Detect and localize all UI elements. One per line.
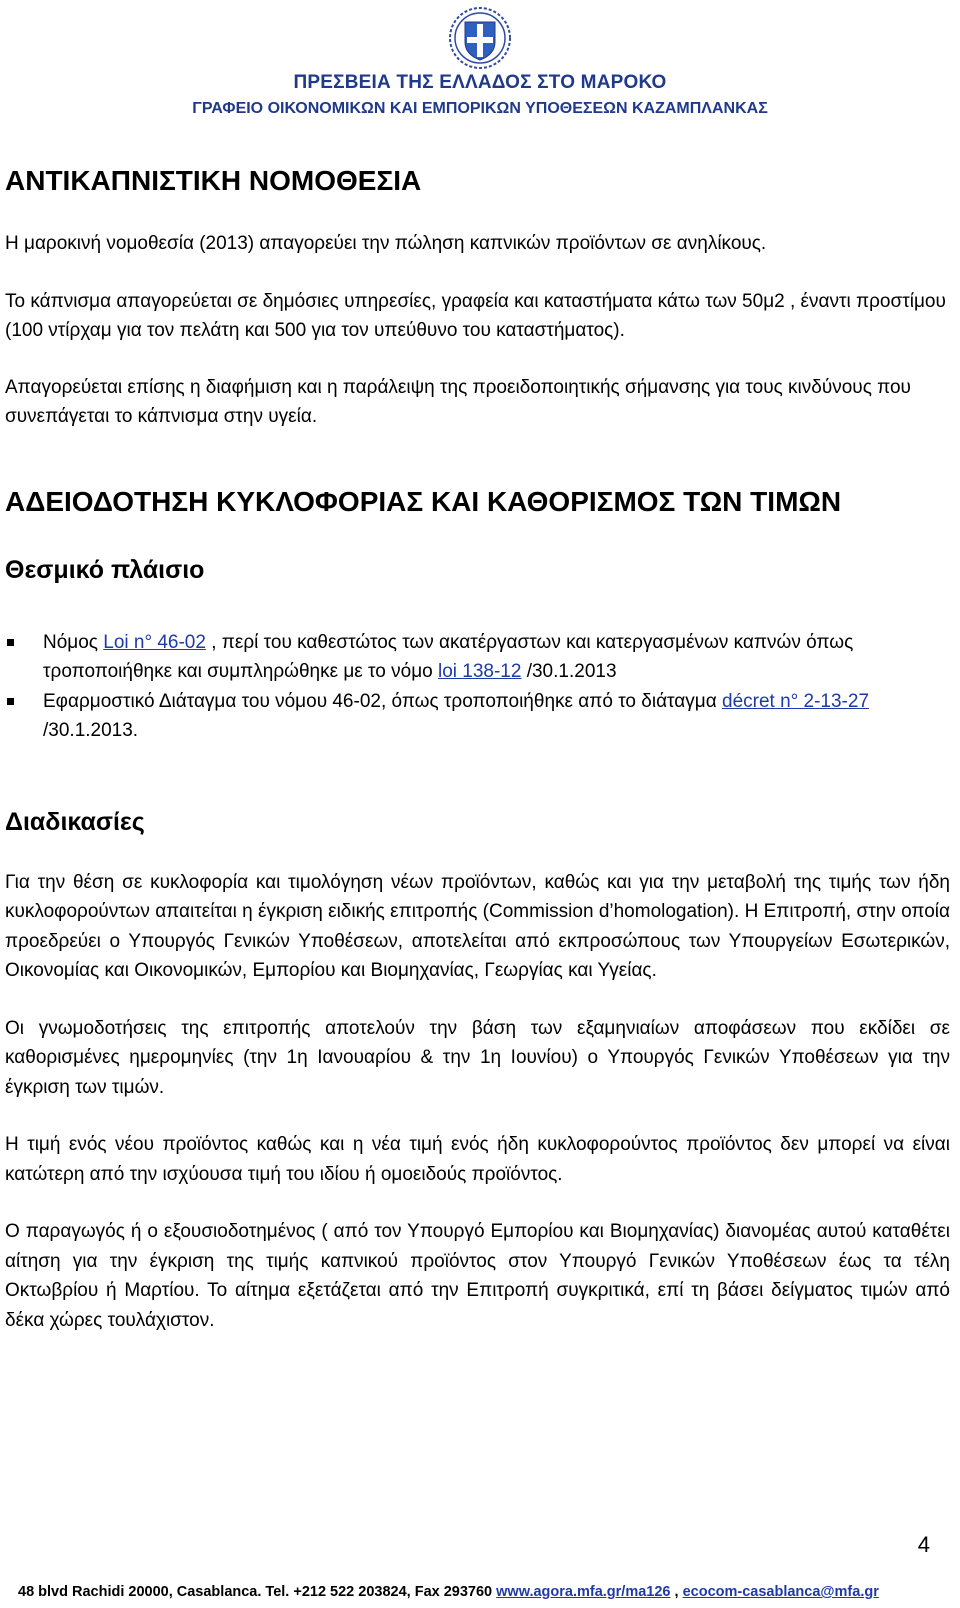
office-title: ΓΡΑΦΕΙΟ ΟΙΚΟΝΟΜΙΚΩΝ ΚΑΙ ΕΜΠΟΡΙΚΩΝ ΥΠΟΘΕΣΕΩΝ ΚΑΖΑΜΠΛΑΝΚΑΣ — [192, 100, 768, 117]
letterhead — [0, 6, 960, 70]
loi-46-02-link[interactable]: Loi n° 46-02 — [103, 631, 206, 653]
embassy-title: ΠΡΕΣΒΕΙΑ ΤΗΣ ΕΛΛΑΔΟΣ ΣΤΟ ΜΑΡΟΚΟ — [293, 72, 667, 93]
paragraph: Το κάπνισμα απαγορεύεται σε δημόσιες υπηρεσίες, γραφεία και καταστήματα κάτω των 50μ2 , έναντι προστίμου (100 ντίρχαμ για τον πελάτη και 500 για τον υπεύθυνο του καταστήματος). — [5, 290, 946, 341]
paragraph: Απαγορεύεται επίσης η διαφήμιση και η παράλειψη της προειδοποιητικής σήμανσης για τους κινδύνους που συνεπάγεται το κάπνισμα στην υγεία. — [5, 376, 911, 427]
loi-138-12-link[interactable]: loi 138-12 — [437, 661, 522, 682]
bullet-square-icon — [7, 698, 14, 705]
decret-2-13-27-link[interactable]: décret n° 2-13-27 — [722, 690, 870, 712]
section-title-anti-smoking: ΑΝΤΙΚΑΠΝΙΣΤΙΚΗ ΝΟΜΟΘΕΣΙΑ — [5, 165, 422, 196]
document-body — [5, 164, 950, 1335]
subsection-title-procedures: Διαδικασίες — [5, 807, 145, 836]
paragraph: Η τιμή ενός νέου προϊόντος καθώς και η νέα τιμή ενός ήδη κυκλοφορούντος προϊόντος δεν μπορεί να είναι κατώτερη από την ισχύουσα τιμή του ιδίου ή ομοειδούς προϊόντος. — [5, 1134, 950, 1185]
page-number: 4 — [917, 1532, 930, 1557]
email-link[interactable]: ecocom-casablanca@mfa.gr — [682, 1584, 879, 1600]
paragraph: Για την θέση σε κυκλοφορία και τιμολόγηση νέων προϊόντων, καθώς και για την μεταβολή της τιμής των ήδη κυκλοφορούντων απαιτείται η έγκριση ειδικής επιτροπής (Commission d’homologation). Η Επιτροπή, στην οποία προεδρεύει ο Υπουργός Γενικών Υποθέσεων, αποτελείται από εκπροσώπους των Υπουργείων Εσωτερικών, Οικονομίας και Οικονομικών, Εμπορίου και Βιομηχανίας, Γεωργίας και Υγείας. — [5, 871, 950, 981]
greek-coat-of-arms-icon — [448, 6, 512, 70]
law-list — [5, 628, 950, 746]
list-item: Εφαρμοστικό Διάταγμα του νόμου 46-02, όπως τροποποιήθηκε από το διάταγμα décret n° 2-13-27 /30.1.2013. — [5, 687, 950, 746]
section-title-licensing: ΑΔΕΙΟΔΟΤΗΣΗ ΚΥΚΛΟΦΟΡΙΑΣ ΚΑΙ ΚΑΘΟΡΙΣΜΟΣ ΤΩΝ ΤΙΜΩΝ — [5, 485, 842, 517]
subsection-title-framework: Θεσμικό πλάισιο — [5, 555, 205, 584]
footer: 48 blvd Rachidi 20000, Casablanca. Tel. +212 522 203824, Fax 293760 www.agora.mfa.gr/ma126 , ecocom-casablanca@mfa.gr — [18, 1584, 879, 1600]
paragraph: Οι γνωμοδοτήσεις της επιτροπής αποτελούν την βάση των εξαμηνιαίων αποφάσεων που εκδίδει σε καθορισμένες ημερομηνίες (την 1η Ιανουαρίου & την 1η Ιουνίου) ο Υπουργός Γενικών Υποθέσεων για την έγκριση των τιμών. — [5, 1017, 950, 1098]
bullet-square-icon — [7, 639, 14, 646]
list-item: Νόμος Loi n° 46-02 , περί του καθεστώτος των ακατέργαστων και κατεργασμένων καπνών όπως τροποποιήθηκε και συμπληρώθηκε με το νόμο loi 138-12 /30.1.2013 — [5, 628, 950, 687]
paragraph: Ο παραγωγός ή ο εξουσιοδοτημένος ( από τον Υπουργό Εμπορίου και Βιομηχανίας) διανομέας αυτού καταθέτει αίτηση για την έγκριση της τιμής καπνικού προϊόντος στον Υπουργό Γενικών Υποθέσεων έως τα τέλη Οκτωβρίου ή Μαρτίου. Το αίτημα εξετάζεται από την Επιτροπή συγκριτικά, επί τη βάσει δείγματος τιμών από δέκα χώρες τουλάχιστον. — [5, 1221, 950, 1331]
paragraph: Η μαροκινή νομοθεσία (2013) απαγορεύει την πώληση καπνικών προϊόντων σε ανηλίκους. — [5, 233, 767, 254]
website-link[interactable]: www.agora.mfa.gr/ma126 — [496, 1584, 671, 1600]
